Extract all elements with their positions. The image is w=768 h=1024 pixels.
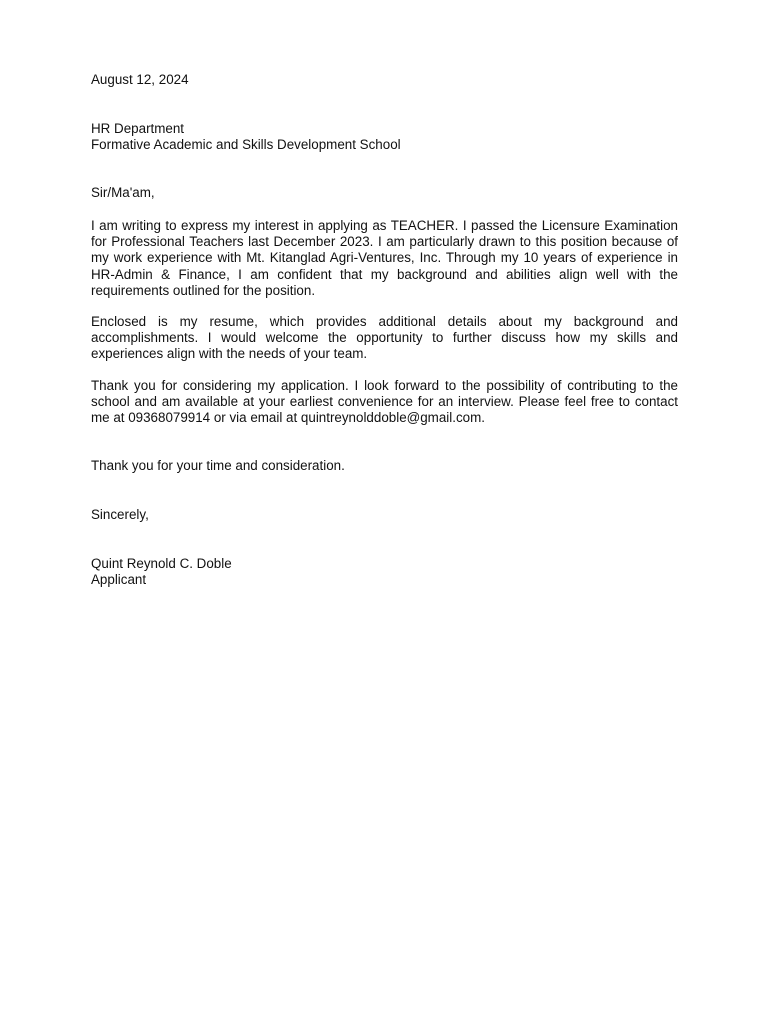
body-paragraph-thanks: Thank you for your time and consideration. xyxy=(91,458,345,473)
salutation: Sir/Ma'am, xyxy=(91,185,155,200)
recipient-organization: Formative Academic and Skills Development School xyxy=(91,137,401,153)
signature-block xyxy=(91,556,678,588)
letter-date: August 12, 2024 xyxy=(91,72,189,87)
body-paragraph-contact: Thank you for considering my application. I look forward to the possibility of contributing to the school and am available at your earliest convenience for an interview. Please feel free to contact me at 09368079914 or via email at quintreynolddoble@gmail.com. xyxy=(91,378,678,426)
closing: Sincerely, xyxy=(91,507,149,522)
body-paragraph-resume: Enclosed is my resume, which provides additional details about my background and accomplishments. I would welcome the opportunity to further discuss how my skills and experiences align with the needs of your team. xyxy=(91,314,678,362)
recipient-address xyxy=(91,121,678,153)
signer-title: Applicant xyxy=(91,572,147,588)
body-paragraph-intro: I am writing to express my interest in applying as TEACHER. I passed the Licensure Examination for Professional Teachers last December 2023. I am particularly drawn to this position because of my work experience with Mt. Kitanglad Agri-Ventures, Inc. Through my 10 years of experience in HR-Admin & Finance, I am confident that my background and abilities align well with the requirements outlined for the position. xyxy=(91,218,678,298)
signer-name: Quint Reynold C. Doble xyxy=(91,556,232,571)
recipient-department: HR Department xyxy=(91,121,185,136)
